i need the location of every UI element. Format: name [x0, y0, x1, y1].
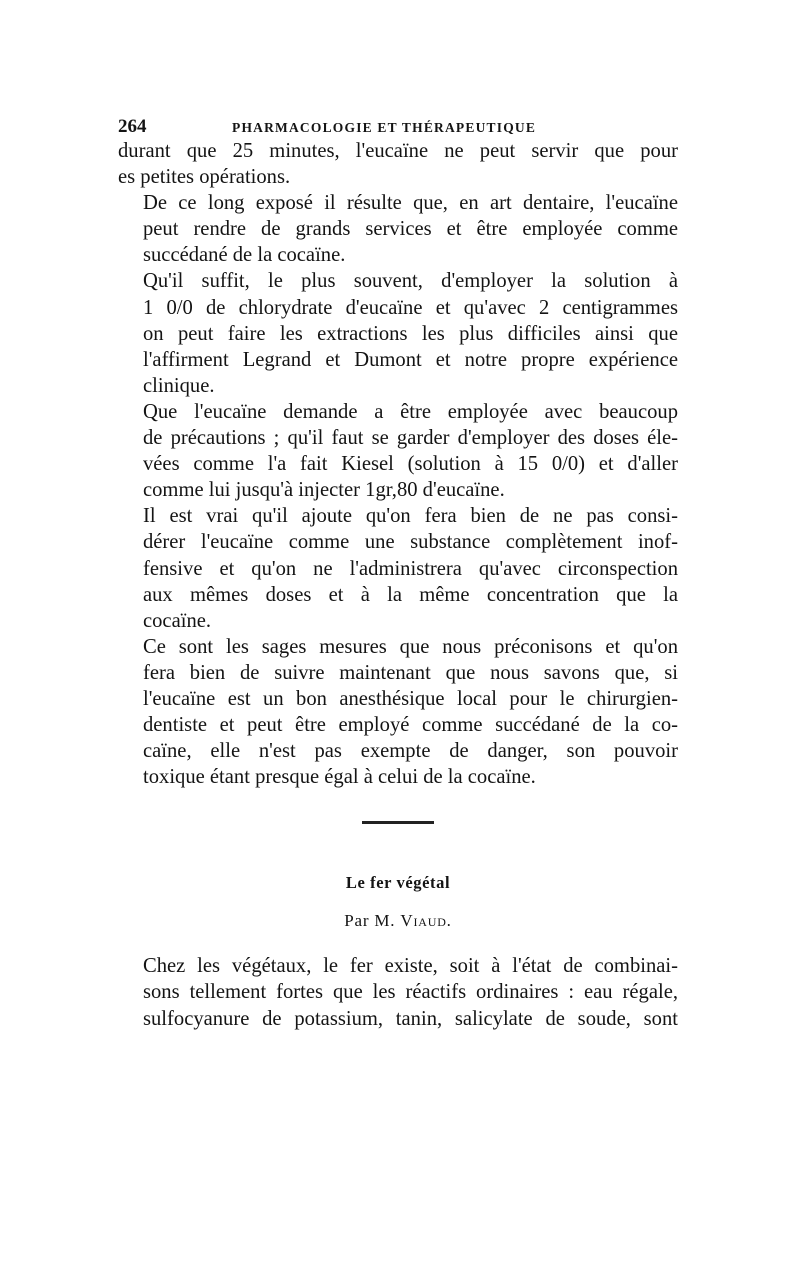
running-head — [118, 108, 678, 138]
author-byline — [118, 911, 678, 931]
section-divider-rule — [362, 821, 434, 824]
text-line: cocaïne. — [143, 609, 212, 632]
paragraph — [118, 634, 678, 791]
text-line: dentiste et peut être employé comme succédané de la co- — [143, 714, 678, 737]
paragraph — [118, 190, 678, 268]
text-line: peut rendre de grands services et être employée comme — [143, 218, 678, 241]
text-line: l'affirment Legrand et Dumont et notre propre expérience — [143, 348, 678, 371]
text-line: De ce long exposé il résulte que, en art dentaire, l'eucaïne — [143, 192, 678, 215]
page-number: 264 — [118, 116, 147, 137]
text-line: caïne, elle n'est pas exempte de danger, son pouvoir — [143, 740, 678, 763]
byline-prefix: Par M. — [344, 911, 396, 931]
byline-author: Viaud. — [400, 911, 452, 931]
running-title: PHARMACOLOGIE ET THÉRAPEUTIQUE — [232, 120, 537, 135]
text-line: l'eucaïne est un bon anesthésique local pour le chirurgien- — [143, 687, 678, 710]
text-line: succédané de la cocaïne. — [143, 244, 346, 267]
paragraph — [118, 503, 678, 633]
text-line: fera bien de suivre maintenant que nous savons que, si — [143, 661, 678, 684]
text-line: 1 0/0 de chlorydrate d'eucaïne et qu'avec 2 centigrammes — [143, 296, 678, 319]
text-line: dérer l'eucaïne comme une substance complètement inof- — [143, 531, 678, 554]
text-line: Ce sont les sages mesures que nous préconisons et qu'on — [143, 635, 678, 658]
text-line: es petites opérations. — [118, 166, 291, 189]
book-page — [118, 108, 678, 1032]
text-line: Qu'il suffit, le plus souvent, d'employer la solution à — [143, 270, 678, 293]
text-line: Chez les végétaux, le fer existe, soit à l'état de combinai- — [143, 955, 678, 978]
paragraph — [118, 138, 678, 190]
text-line: sulfocyanure de potassium, tanin, salicylate de soude, sont — [143, 1007, 678, 1030]
text-line: durant que 25 minutes, l'eucaïne ne peut servir que pour — [118, 140, 678, 162]
paragraph — [118, 268, 678, 398]
paragraph — [118, 953, 678, 1031]
text-line: on peut faire les extractions les plus difficiles ainsi que — [143, 322, 678, 345]
text-line: vées comme l'a fait Kiesel (solution à 15 0/0) et d'aller — [143, 453, 678, 476]
body-text — [118, 138, 678, 790]
paragraph — [118, 399, 678, 503]
text-line: clinique. — [143, 374, 215, 397]
text-line: Que l'eucaïne demande a être employée avec beaucoup — [143, 400, 678, 423]
section-title: Le fer végétal — [345, 873, 451, 893]
text-line: fensive et qu'on ne l'administrera qu'avec circonspection — [143, 557, 678, 580]
text-line: aux mêmes doses et à la même concentration que la — [143, 583, 678, 606]
text-line: toxique étant presque égal à celui de la cocaïne. — [143, 766, 536, 789]
text-line: de précautions ; qu'il faut se garder d'employer des doses éle- — [143, 427, 678, 450]
text-line: comme lui jusqu'à injecter 1gr,80 d'eucaïne. — [143, 479, 505, 502]
text-line: sons tellement fortes que les réactifs ordinaires : eau régale, — [143, 981, 678, 1004]
text-line: Il est vrai qu'il ajoute qu'on fera bien de ne pas consi- — [143, 505, 678, 528]
section-body — [118, 953, 678, 1031]
